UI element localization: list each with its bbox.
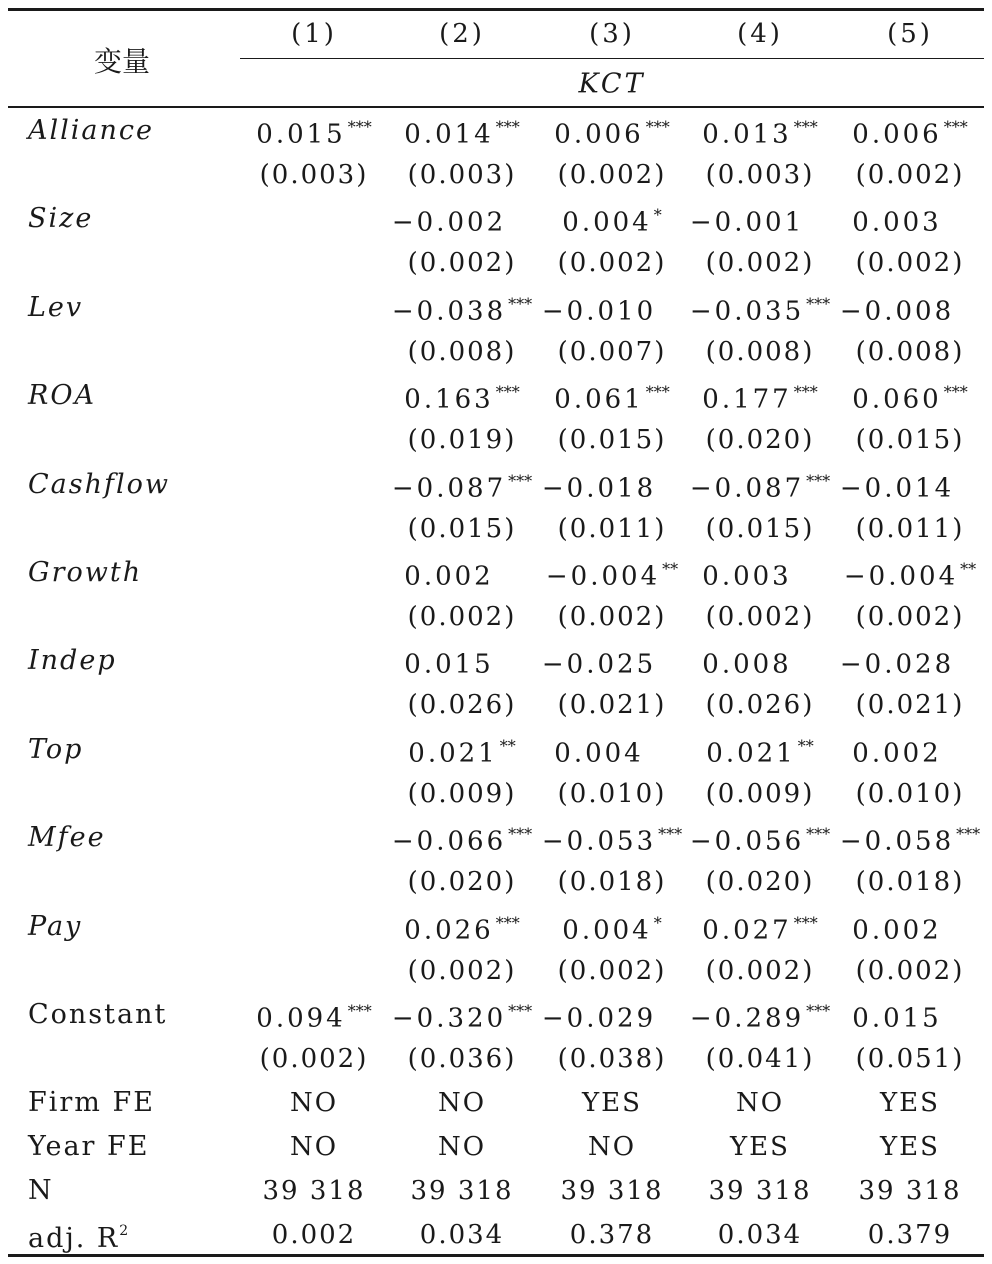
significance-stars: ***: [956, 824, 981, 844]
column-header-2: (2): [439, 19, 485, 49]
std-error-cell: (0.010): [855, 778, 965, 809]
coefficient-cell: −0.066 ***: [391, 824, 533, 857]
significance-stars: ***: [793, 913, 818, 933]
coefficient-cell: 0.021 **: [408, 736, 516, 769]
coefficient-cell: −0.053 ***: [541, 824, 683, 857]
coefficient-cell: 0.061 ***: [554, 382, 670, 415]
coefficient-cell: −0.087 ***: [689, 471, 831, 504]
std-error-cell: (0.011): [855, 513, 965, 544]
coefficient-cell: −0.014: [839, 473, 955, 504]
std-error-cell: (0.008): [407, 336, 517, 367]
footer-value-cell: NO: [437, 1088, 487, 1118]
coefficient-cell: −0.008: [839, 296, 955, 327]
footer-value-cell: 0.378: [569, 1220, 655, 1250]
std-error-cell: (0.041): [705, 1044, 815, 1074]
coefficient-cell: 0.002: [852, 738, 942, 769]
significance-stars: *: [653, 205, 662, 225]
std-error-cell: (0.002): [407, 955, 517, 986]
coefficient-cell: 0.014 ***: [404, 117, 520, 150]
row-label-alliance: Alliance: [28, 115, 154, 146]
significance-stars: ***: [347, 1001, 372, 1021]
std-error-cell: (0.026): [407, 690, 517, 721]
std-error-cell: (0.019): [407, 425, 517, 456]
std-error-cell: (0.026): [705, 690, 815, 721]
std-error-cell: (0.015): [407, 513, 517, 544]
significance-stars: **: [499, 736, 516, 756]
coefficient-cell: 0.015: [404, 649, 494, 680]
footer-value-cell: YES: [582, 1088, 642, 1118]
column-header-4: (4): [737, 19, 783, 49]
coefficient-cell: 0.015 ***: [256, 117, 372, 150]
significance-stars: ***: [658, 824, 683, 844]
footer-label: Firm FE: [28, 1087, 155, 1118]
coefficient-cell: −0.018: [541, 473, 657, 504]
std-error-cell: (0.002): [557, 248, 667, 279]
std-error-cell: (0.002): [855, 248, 965, 279]
coefficient-cell: −0.035 ***: [689, 294, 831, 327]
significance-stars: ***: [645, 117, 670, 137]
coefficient-cell: 0.015: [852, 1003, 942, 1034]
std-error-cell: (0.018): [557, 867, 667, 898]
std-error-cell: (0.002): [705, 248, 815, 279]
footer-value-cell: 39 318: [708, 1176, 812, 1206]
significance-stars: ***: [793, 382, 818, 402]
coefficient-cell: 0.002: [404, 561, 494, 592]
std-error-cell: (0.002): [855, 602, 965, 632]
footer-value-cell: 0.034: [419, 1220, 505, 1250]
column-header-1: (1): [291, 19, 337, 49]
coefficient-cell: 0.003: [852, 207, 942, 238]
footer-value-cell: 0.379: [867, 1220, 953, 1250]
table-header-rule: [8, 106, 984, 108]
std-error-cell: (0.020): [407, 867, 517, 898]
significance-stars: ***: [806, 1001, 831, 1021]
significance-stars: ***: [943, 117, 968, 137]
significance-stars: ***: [793, 117, 818, 137]
coefficient-cell: 0.003: [702, 561, 792, 592]
footer-label: adj. $R^2$: [28, 1223, 131, 1254]
dependent-variable-label: KCT: [578, 68, 646, 100]
coefficient-cell: 0.006 ***: [554, 117, 670, 150]
std-error-cell: (0.007): [557, 336, 667, 367]
column-header-3: (3): [589, 19, 635, 49]
row-label-lev: Lev: [28, 291, 84, 323]
coefficient-cell: −0.056 ***: [689, 824, 831, 857]
std-error-cell: (0.002): [855, 160, 965, 190]
coefficient-cell: −0.289 ***: [689, 1001, 831, 1034]
coefficient-cell: −0.038 ***: [391, 294, 533, 327]
std-error-cell: (0.021): [557, 690, 667, 721]
coefficient-cell: −0.320 ***: [391, 1001, 533, 1034]
std-error-cell: (0.020): [705, 425, 815, 456]
significance-stars: ***: [495, 382, 520, 402]
footer-value-cell: 39 318: [410, 1176, 514, 1206]
std-error-cell: (0.020): [705, 867, 815, 898]
std-error-cell: (0.009): [705, 778, 815, 809]
row-label-pay: Pay: [28, 910, 83, 942]
footer-value-cell: 39 318: [858, 1176, 962, 1206]
coefficient-cell: 0.094 ***: [256, 1001, 372, 1034]
std-error-cell: (0.002): [855, 955, 965, 986]
std-error-cell: (0.015): [557, 425, 667, 456]
significance-stars: ***: [508, 824, 533, 844]
row-label-growth: Growth: [28, 557, 143, 588]
coefficient-cell: 0.004 *: [562, 913, 662, 946]
std-error-cell: (0.011): [557, 513, 667, 544]
row-label-top: Top: [28, 733, 84, 765]
std-error-cell: (0.036): [407, 1044, 517, 1074]
significance-stars: ***: [508, 294, 533, 314]
significance-stars: ***: [508, 1001, 533, 1021]
significance-stars: **: [797, 736, 814, 756]
table-bottom-rule: [8, 1254, 984, 1257]
footer-value-cell: NO: [437, 1132, 487, 1162]
std-error-cell: (0.015): [855, 425, 965, 456]
coefficient-cell: 0.060 ***: [852, 382, 968, 415]
row-label-size: Size: [28, 203, 94, 235]
column-group-rule: [240, 58, 984, 59]
significance-stars: ***: [806, 471, 831, 491]
coefficient-cell: 0.177 ***: [702, 382, 818, 415]
significance-stars: *: [653, 913, 662, 933]
coefficient-cell: −0.004 **: [545, 559, 679, 592]
coefficient-cell: −0.058 ***: [839, 824, 981, 857]
coefficient-cell: −0.001: [689, 207, 805, 238]
std-error-cell: (0.002): [407, 602, 517, 632]
coefficient-cell: −0.004 **: [843, 559, 977, 592]
coefficient-cell: 0.027 ***: [702, 913, 818, 946]
std-error-cell: (0.003): [407, 160, 517, 190]
significance-stars: **: [662, 559, 679, 579]
footer-label: Year FE: [28, 1131, 150, 1162]
significance-stars: ***: [806, 824, 831, 844]
footer-value-cell: NO: [289, 1088, 339, 1118]
std-error-cell: (0.002): [259, 1044, 369, 1074]
coefficient-cell: −0.002: [391, 207, 507, 238]
std-error-cell: (0.051): [855, 1044, 965, 1074]
std-error-cell: (0.002): [557, 160, 667, 190]
table-top-rule: [8, 8, 984, 11]
std-error-cell: (0.002): [557, 602, 667, 632]
footer-value-cell: 39 318: [262, 1176, 366, 1206]
std-error-cell: (0.015): [705, 513, 815, 544]
coefficient-cell: 0.013 ***: [702, 117, 818, 150]
significance-stars: ***: [645, 382, 670, 402]
std-error-cell: (0.009): [407, 778, 517, 809]
std-error-cell: (0.003): [705, 160, 815, 190]
std-error-cell: (0.002): [705, 955, 815, 986]
significance-stars: ***: [508, 471, 533, 491]
std-error-cell: (0.002): [557, 955, 667, 986]
coefficient-cell: 0.006 ***: [852, 117, 968, 150]
footer-value-cell: YES: [880, 1088, 940, 1118]
footer-value-cell: YES: [730, 1132, 790, 1162]
std-error-cell: (0.038): [557, 1044, 667, 1074]
significance-stars: ***: [347, 117, 372, 137]
coefficient-cell: −0.025: [541, 649, 657, 680]
footer-label: N: [28, 1175, 54, 1206]
footer-value-cell: 0.002: [271, 1220, 357, 1250]
coefficient-cell: 0.021 **: [706, 736, 814, 769]
std-error-cell: (0.003): [259, 160, 369, 190]
std-error-cell: (0.008): [705, 336, 815, 367]
coefficient-cell: 0.008: [702, 649, 792, 680]
footer-value-cell: NO: [289, 1132, 339, 1162]
std-error-cell: (0.018): [855, 867, 965, 898]
variable-header: 变量: [93, 45, 151, 78]
significance-stars: ***: [806, 294, 831, 314]
footer-value-cell: YES: [880, 1132, 940, 1162]
std-error-cell: (0.021): [855, 690, 965, 721]
std-error-cell: (0.008): [855, 336, 965, 367]
footer-value-cell: NO: [587, 1132, 637, 1162]
footer-value-cell: NO: [735, 1088, 785, 1118]
std-error-cell: (0.010): [557, 778, 667, 809]
row-label-roa: ROA: [28, 380, 96, 412]
significance-stars: ***: [943, 382, 968, 402]
std-error-cell: (0.002): [705, 602, 815, 632]
significance-stars: ***: [495, 117, 520, 137]
std-error-cell: (0.002): [407, 248, 517, 279]
coefficient-cell: 0.004 *: [562, 205, 662, 238]
coefficient-cell: 0.026 ***: [404, 913, 520, 946]
row-label-cashflow: Cashflow: [28, 468, 170, 500]
coefficient-cell: 0.004: [554, 738, 644, 769]
significance-stars: ***: [495, 913, 520, 933]
coefficient-cell: −0.028: [839, 649, 955, 680]
row-label-mfee: Mfee: [28, 822, 106, 854]
footer-value-cell: 39 318: [560, 1176, 664, 1206]
coefficient-cell: −0.029: [541, 1003, 657, 1034]
row-label-indep: Indep: [28, 645, 117, 677]
column-header-5: (5): [887, 19, 933, 49]
coefficient-cell: 0.002: [852, 915, 942, 946]
coefficient-cell: −0.010: [541, 296, 657, 327]
coefficient-cell: −0.087 ***: [391, 471, 533, 504]
row-label-constant: Constant: [28, 999, 168, 1030]
footer-value-cell: 0.034: [717, 1220, 803, 1250]
significance-stars: **: [960, 559, 977, 579]
coefficient-cell: 0.163 ***: [404, 382, 520, 415]
